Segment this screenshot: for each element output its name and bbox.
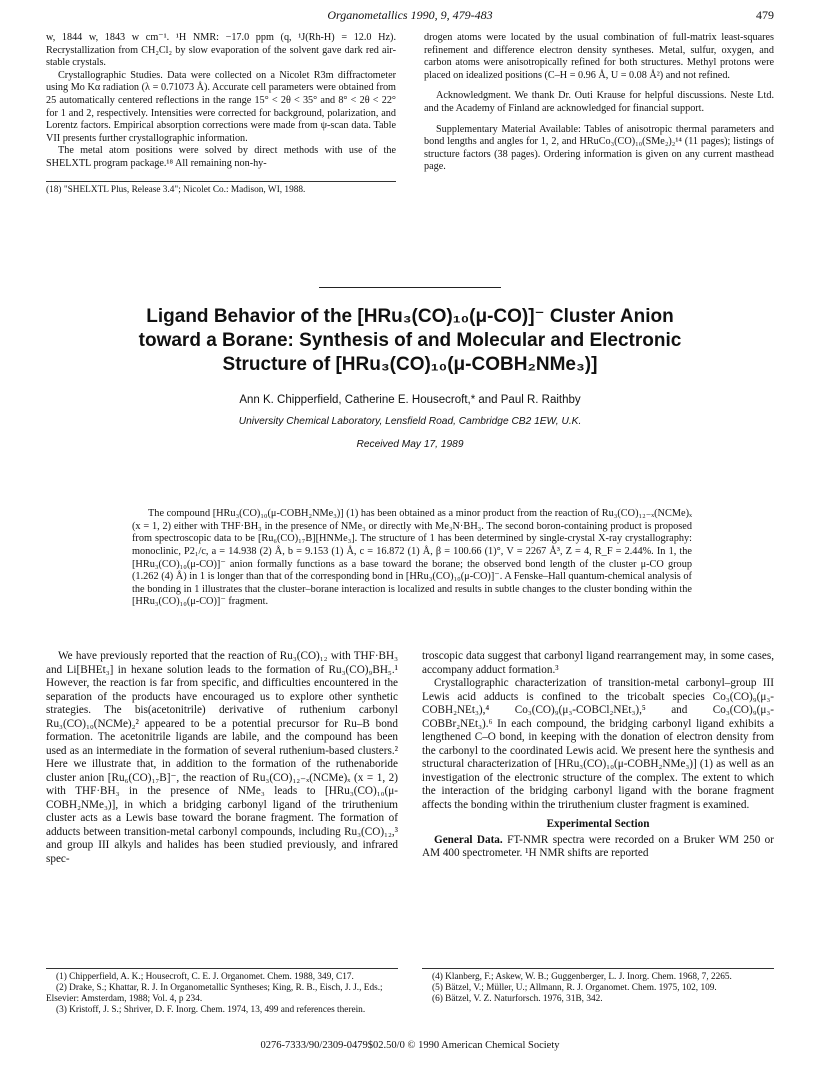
previous-article-end — [46, 32, 774, 196]
affiliation: University Chemical Laboratory, Lensfield Road, Cambridge CB2 1EW, U.K. — [238, 416, 582, 427]
paragraph: drogen atoms were located by the usual combination of full-matrix least-squares refinement and difference electron density syntheses. Metal, sulfur, oxygen, and carbon atoms were anisotropically refined for both structures. Methyl protons were placed on idealized positions (C–H = 0.96 Å, U = 0.08 Å²) and not refined. — [424, 32, 774, 81]
article-divider — [319, 287, 501, 288]
footnote: (6) Bätzel, V. Z. Naturforsch. 1976, 31B, 342. — [432, 994, 603, 1004]
section-heading: Experimental Section — [546, 818, 650, 830]
abstract: The compound [HRu₃(CO)₁₀(μ-COBH₂NMe₃)] (1) has been obtained as a minor product from the reaction of Ru₃(CO)₁₂₋ₓ(NCMe)ₓ (x = 1, 2) either with THF·BH₃ in the presence of NMe₃ or directly with Me₃N·BH₃. The second boron-containing product is proposed from spectroscopic data to be [Ru₆(CO)₁₇B][HNMe₃]. The structure of 1 has been determined by single-crystal X-ray crystallography: monoclinic, P2₁/c, a = 14.938 (2) Å, b = 9.153 (1) Å, c = 16.872 (1) Å, β = 100.66 (1)°, V = 2267 Å³, Z = 4, R_F = 2.44%. In 1, the [HRu₃(CO)₁₀(μ-CO)]⁻ anion formally functions as a base toward the borane; the observed bond length of the cluster μ-CO group (1.262 (4) Å) in 1 is longer than that of the corresponding bond in [HRu₃(CO)₁₀(μ-CO)]⁻. A Fenske–Hall quantum-chemical analysis of the bonding in 1 illustrates that the cluster–borane interaction is localized and results in subtle changes to the cluster bonding within the [HRu₃(CO)₁₀(μ-CO)]⁻ fragment. — [132, 508, 692, 608]
footnote-divider — [46, 181, 396, 182]
journal-citation: Organometallics 1990, 9, 479-483 — [327, 8, 493, 22]
paragraph: Crystallographic Studies. Data were collected on a Nicolet R3m diffractometer using Mo Kα radiation (λ = 0.71073 Å). Accurate cell parameters were obtained from 25 automatically centered reflections in the range 15° < 2θ < 35° and 8° < 2θ < 22° for 1 and 2, respectively. Intensities were corrected for background, polarization, and Lorentz factors. Empirical absorption corrections were made from ψ-scan data. Table VII presents further crystallographic information. — [46, 69, 396, 144]
paragraph: troscopic data suggest that carbonyl ligand rearrangement may, in some cases, accompany adduct formation.³ — [422, 650, 774, 676]
title-line: Ligand Behavior of the [HRu₃(CO)₁₀(μ-CO)]⁻ Cluster Anion — [146, 306, 674, 327]
article-title — [46, 305, 774, 377]
received-date: Received May 17, 1989 — [356, 439, 464, 450]
paragraph-text: FT-NMR spectra were recorded on a Bruker WM 250 or AM 400 spectrometer. ¹H NMR shifts are reported — [422, 833, 774, 859]
footnote: (5) Bätzel, V.; Müller, U.; Allmann, R. J. Organomet. Chem. 1975, 102, 109. — [432, 983, 717, 993]
previous-article-right-column — [424, 32, 774, 196]
body-left-column — [46, 650, 398, 866]
body-right-column — [422, 650, 774, 866]
title-line: toward a Borane: Synthesis of and Molecular and Electronic — [138, 330, 682, 351]
copyright-line: 0276-7333/90/2309-0479$02.50/0 © 1990 American Chemical Society — [260, 1040, 560, 1051]
paragraph: The metal atom positions were solved by direct methods with use of the SHELXTL program package.¹⁸ All remaining non-hy- — [46, 145, 396, 169]
article-body — [46, 650, 774, 866]
footnote-divider — [422, 968, 774, 969]
footnote: (1) Chipperfield, A. K.; Housecroft, C. E. J. Organomet. Chem. 1988, 349, C17. — [56, 972, 354, 982]
acknowledgment: Acknowledgment. We thank Dr. Outi Krause for helpful discussions. Neste Ltd. and the Academy of Finland are acknowledged for financial support. — [424, 90, 774, 114]
paragraph — [422, 834, 774, 861]
footnote: (3) Kristoff, J. S.; Shriver, D. F. Inorg. Chem. 1974, 13, 499 and references therein. — [56, 1005, 366, 1015]
authors: Ann K. Chipperfield, Catherine E. Housecroft,* and Paul R. Raithby — [239, 394, 581, 406]
run-in-heading: General Data. — [434, 833, 503, 846]
footnote: (18) "SHELXTL Plus, Release 3.4"; Nicolet Co.: Madison, WI, 1988. — [46, 184, 306, 195]
footnote: (4) Klanberg, F.; Askew, W. B.; Guggenberger, L. J. Inorg. Chem. 1968, 7, 2265. — [432, 972, 732, 982]
footnotes-left — [46, 968, 398, 1016]
page-number: 479 — [756, 8, 774, 22]
footnotes-right — [422, 968, 774, 1016]
footnotes — [46, 968, 774, 1016]
previous-article-left-column — [46, 32, 396, 196]
paragraph: Crystallographic characterization of transition-metal carbonyl–group III Lewis acid adducts is confined to the tricobalt species Co₃(CO)₉(μ₃-COBH₂NEt₃),⁴ Co₃(CO)₉(μ₃-COBCl₂NEt₃),⁵ and Co₃(CO)₉(μ₃-COBBr₂NEt₃).⁶ In each compound, the bridging carbonyl ligand exhibits a lengthened C–O bond, in keeping with the donation of electron density from the carbonyl to the coordinated Lewis acid. We present here the synthesis and structural characterization of [HRu₃(CO)₁₀(μ-COBH₂NMe₃)] (1) as well as an investigation of the electronic structure of the complex. The extent to which the interaction of the bridging carbonyl ligand with the borane fragment affects the bonding within the triruthenium cluster fragment is examined. — [422, 677, 774, 811]
paragraph: w, 1844 w, 1843 w cm⁻¹. ¹H NMR: −17.0 ppm (q, ¹J(Rh-H) = 12.0 Hz). Recrystallization from CH₂Cl₂ by slow evaporation of the solvent gave dark red air-stable crystals. — [46, 32, 396, 69]
title-line: Structure of [HRu₃(CO)₁₀(μ-COBH₂NMe₃)] — [222, 354, 598, 375]
paragraph: We have previously reported that the reaction of Ru₃(CO)₁₂ with THF·BH₃ and Li[BHEt₃] in hexane solution leads to the formation of Ru₃(CO)₉BH₅.¹ However, the reaction is far from specific, and difficulties encountered in the separation of the products have encouraged us to explore other synthetic strategies. The bis(acetonitrile) derivative of ruthenium carbonyl Ru₃(CO)₁₀(NCMe)₂² appeared to be a potential precursor for Ru–B bond formation. The acetonitrile ligands are labile, and the compound has been used as an intermediate in the formation of several ruthenium-based clusters.² Here we illustrate that, in addition to the formation of the ruthenaboride cluster anion [Ru₆(CO)₁₇B]⁻, the reaction of Ru₃(CO)₁₂₋ₓ(NCMe)ₓ (x = 1, 2) with THF·BH₃ in the presence of NMe₃ leads to [HRu₃(CO)₁₀(μ-COBH₂NMe₃)], in which a bridging carbonyl ligand of the triruthenium cluster acts as a Lewis base toward the borane fragment. The formation of adducts between transition-metal carbonyl compounds, including Ru₃(CO)₁₂,³ and group III alkyls and halides has been studied previously, and infrared spec- — [46, 650, 398, 865]
footnote-divider — [46, 968, 398, 969]
supplementary-material: Supplementary Material Available: Tables of anisotropic thermal parameters and bond lengths and angles for 1, 2, and HRuCo₃(CO)₁₀(SMe₂)₂¹⁴ (11 pages); listings of structure factors (38 pages). Ordering information is given on any current masthead page. — [424, 123, 774, 173]
running-head — [46, 8, 774, 26]
footnote: (2) Drake, S.; Khattar, R. J. In Organometallic Syntheses; King, R. B., Eisch, J. J., Eds.; Elsevier: Amsterdam, 1988; Vol. 4, p 234. — [46, 983, 383, 1004]
